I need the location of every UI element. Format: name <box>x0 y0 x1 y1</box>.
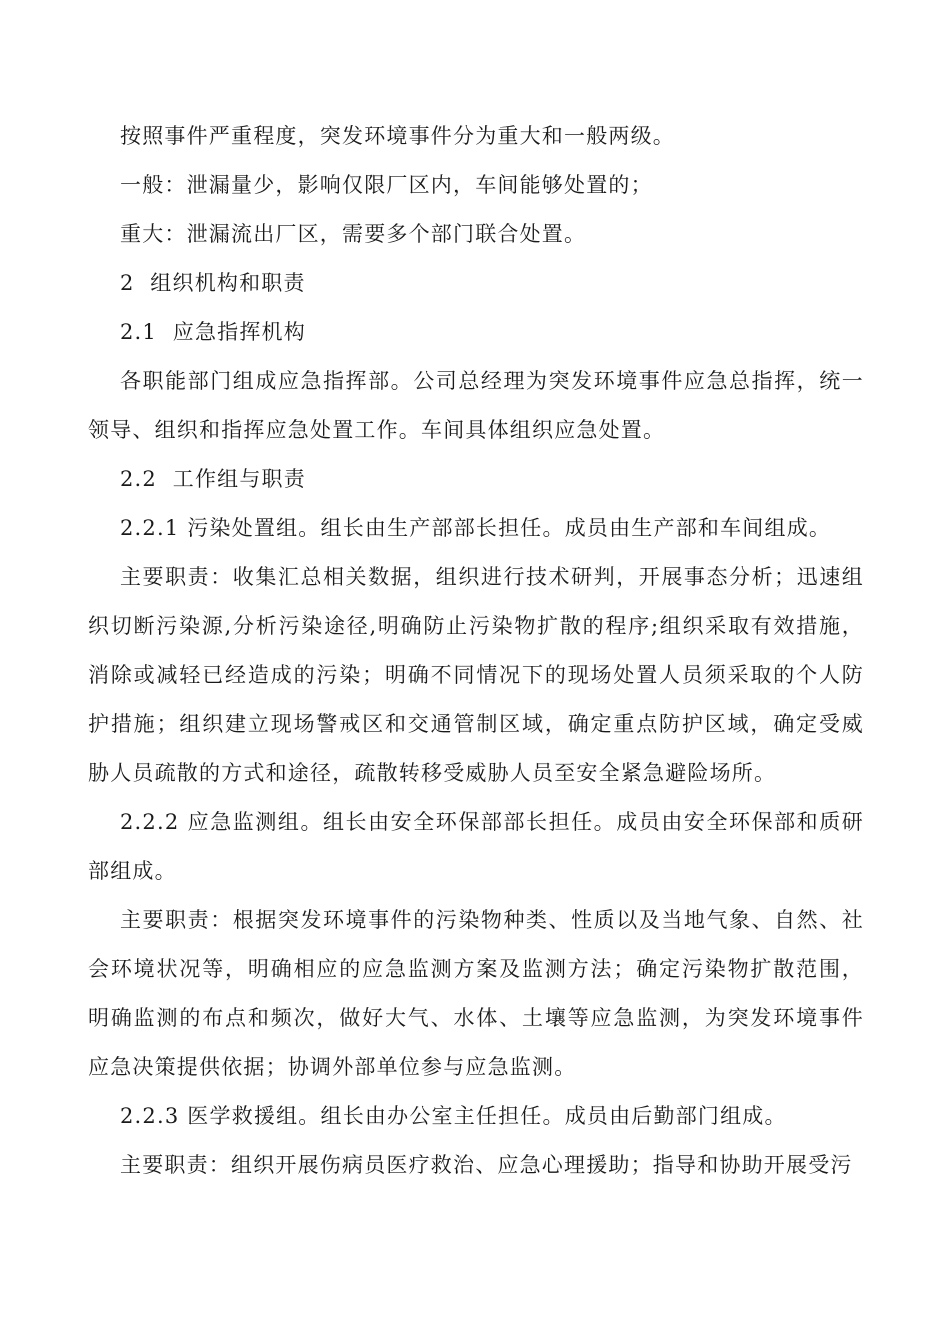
para-pollution-duties: 主要职责：收集汇总相关数据，组织进行技术研判，开展事态分析；迅速组织切断污染源,分析污染途径,明确防止污染物扩散的程序;组织采取有效措施，消除或减轻已经造成的污染；明确不同情况下的现场处置人员须采取的个人防护措施；组织建立现场警戒区和交通管制区域，确定重点防护区域，确定受威胁人员疏散的方式和途径，疏散转移受威胁人员至安全紧急避险场所。 <box>88 565 864 785</box>
para-level-general: 一般：泄漏量少，影响仅限厂区内，车间能够处置的； <box>120 173 653 197</box>
heading-2-organization: 2 组织机构和职责 <box>120 271 306 295</box>
heading-2-1-command: 2.1 应急指挥机构 <box>120 320 306 344</box>
para-2-2-2-monitoring-group: 2.2.2 应急监测组。组长由安全环保部部长担任。成员由安全环保部和质研部组成。 <box>88 810 864 883</box>
para-2-2-1-pollution-group: 2.2.1 污染处置组。组长由生产部部长担任。成员由生产部和车间组成。 <box>120 516 832 540</box>
para-command-structure: 各职能部门组成应急指挥部。公司总经理为突发环境事件应急总指挥，统一领导、组织和指挥应急处置工作。车间具体组织应急处置。 <box>88 369 864 442</box>
para-level-major: 重大：泄漏流出厂区，需要多个部门联合处置。 <box>120 222 587 246</box>
para-2-2-3-medical-group: 2.2.3 医学救援组。组长由办公室主任担任。成员由后勤部门组成。 <box>120 1104 787 1128</box>
para-monitoring-duties: 主要职责：根据突发环境事件的污染物种类、性质以及当地气象、自然、社会环境状况等，明确相应的应急监测方案及监测方法；确定污染物扩散范围，明确监测的布点和频次，做好大气、水体、土壤等应急监测，为突发环境事件应急决策提供依据；协调外部单位参与应急监测。 <box>88 908 864 1079</box>
document-body <box>88 112 864 1190</box>
heading-2-2-workgroups: 2.2 工作组与职责 <box>120 467 306 491</box>
para-severity-levels: 按照事件严重程度，突发环境事件分为重大和一般两级。 <box>120 124 675 148</box>
para-medical-duties: 主要职责：组织开展伤病员医疗救治、应急心理援助；指导和协助开展受污 <box>120 1153 853 1177</box>
